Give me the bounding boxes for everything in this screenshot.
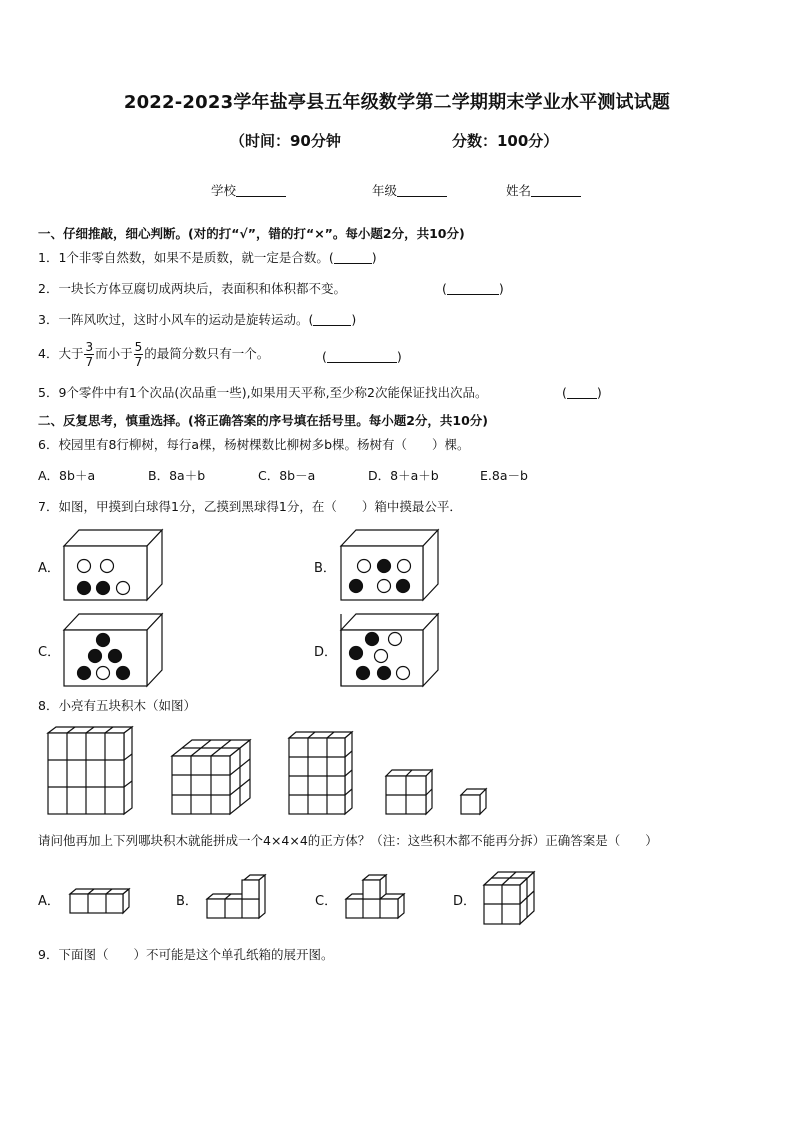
q6-option-a[interactable]: A．8b＋a — [38, 468, 96, 483]
question-5: 5．9个零件中有1个次品(次品重一些),如果用天平称,至少称2次能保证找出次品。 — [38, 385, 488, 400]
question-4-answer: ( ) — [322, 349, 402, 364]
question-2-answer: ( ) — [442, 281, 504, 296]
question-7: 7．如图，甲摸到白球得1分，乙摸到黑球得1分，在（ ）箱中摸最公平． — [38, 499, 462, 514]
q8-option-b-figure[interactable] — [207, 875, 265, 918]
q8-label-a[interactable]: A． — [38, 894, 60, 909]
question-6: 6．校园里有8行柳树，每行a棵，杨树棵数比柳树多b棵。杨树有（ ）棵。 — [38, 437, 470, 452]
page-title: 2022-2023学年盐亭县五年级数学第二学期期末学业水平测试试题 — [123, 92, 671, 113]
q7-box-b[interactable] — [341, 530, 438, 600]
q7-box-d[interactable] — [341, 614, 438, 686]
q8-block-3 — [289, 732, 352, 814]
q8-label-d[interactable]: D． — [453, 894, 477, 909]
q8-option-c-figure[interactable] — [346, 875, 404, 918]
q6-option-e[interactable]: E.8a－b — [480, 468, 528, 483]
question-9: 9．下面图（ ）不可能是这个单孔纸箱的展开图。 — [38, 947, 334, 962]
q8-option-a-figure[interactable] — [70, 889, 129, 913]
q6-option-d[interactable]: D．8＋a＋b — [368, 468, 439, 483]
q8-block-4 — [386, 770, 432, 814]
q8-label-b[interactable]: B． — [176, 894, 198, 909]
q7-label-b[interactable]: B． — [314, 561, 336, 576]
section1-heading: 一、仔细推敲，细心判断。(对的打“√”，错的打“×”。每小题2分，共10分) — [38, 226, 465, 241]
q6-option-c[interactable]: C．8b－a — [258, 468, 316, 483]
q6-option-b[interactable]: B．8a＋b — [148, 468, 206, 483]
q7-label-a[interactable]: A． — [38, 561, 60, 576]
exam-time: （时间：90分钟 — [230, 132, 341, 150]
question-3: 3．一阵风吹过，这时小风车的运动是旋转运动。( ) — [38, 312, 357, 327]
q8-block-1 — [48, 727, 132, 814]
q8-label-c[interactable]: C． — [315, 894, 338, 909]
question-8-prompt: 请问他再加上下列哪块积木就能拼成一个4×4×4的正方体？（注：这些积木都不能再分拆）正确答案是（ ） — [38, 833, 658, 848]
q7-label-d[interactable]: D． — [314, 645, 338, 660]
question-1: 1．1个非零自然数，如果不是质数，就一定是合数。( ) — [38, 250, 377, 265]
q7-box-a[interactable] — [64, 530, 162, 600]
question-2: 2．一块长方体豆腐切成两块后，表面积和体积都不变。 — [38, 281, 346, 296]
question-4: 4．大于 $\frac{3}{7}$ 而小于 $\frac{5}{7}$ 的最简分数只有一个。 — [38, 340, 270, 369]
q7-box-c[interactable] — [64, 614, 162, 686]
grade-label: 年级 — [372, 183, 398, 198]
fraction-3-7: $\frac{3}{7}$ — [85, 340, 94, 369]
section2-heading: 二、反复思考，慎重选择。(将正确答案的序号填在括号里。每小题2分，共10分) — [38, 413, 489, 428]
fraction-5-7: $\frac{5}{7}$ — [134, 340, 143, 369]
school-label: 学校 — [211, 183, 237, 198]
q8-block-5 — [461, 789, 486, 814]
question-5-answer: ( ) — [562, 385, 602, 400]
question-8: 8．小亮有五块积木（如图） — [38, 698, 196, 713]
exam-score: 分数：100分） — [452, 132, 559, 150]
q8-option-d-figure[interactable] — [484, 872, 534, 924]
name-label: 姓名 — [506, 183, 532, 198]
q7-label-c[interactable]: C． — [38, 645, 61, 660]
q8-block-2 — [172, 740, 250, 814]
